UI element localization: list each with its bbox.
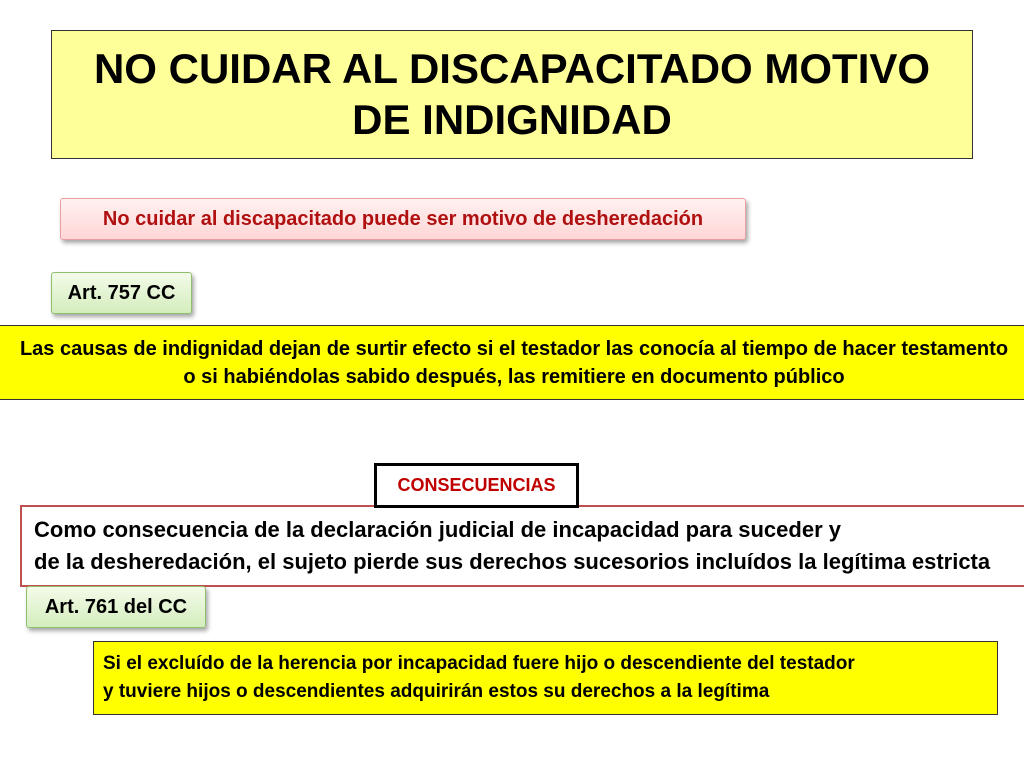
desheredacion-callout-text: No cuidar al discapacitado puede ser motivo de desheredación — [102, 207, 704, 230]
consecuencias-label: CONSECUENCIAS — [397, 475, 556, 495]
slide-title-line2: DE INDIGNIDAD — [352, 95, 672, 143]
article-761-badge — [26, 586, 206, 628]
slide-title-line1: NO CUIDAR AL DISCAPACITADO MOTIVO — [93, 45, 931, 93]
descendientes-text-box — [93, 641, 998, 715]
article-761-label: Art. 761 del CC — [44, 595, 188, 618]
slide-title — [51, 30, 973, 159]
descendientes-text-line1: Si el excluído de la herencia por incapacidad fuere hijo o descendiente del testador — [103, 653, 855, 675]
indignidad-text-line1: Las causas de indignidad dejan de surtir efecto si el testador las conocía al tiempo de hacer testamento — [19, 337, 1009, 360]
consecuencias-text-line2: de la desheredación, el sujeto pierde sus derechos sucesorios incluídos la legítima estricta — [34, 549, 991, 574]
consecuencias-text-line1: Como consecuencia de la declaración judicial de incapacidad para suceder y — [34, 517, 841, 543]
article-757-badge — [51, 272, 192, 314]
desheredacion-callout — [60, 198, 746, 240]
indignidad-text-box — [0, 325, 1024, 400]
indignidad-text-line2: o si habiéndolas sabido después, las remitiere en documento público — [183, 365, 845, 388]
article-757-label: Art. 757 CC — [67, 281, 176, 304]
descendientes-text-line2: y tuviere hijos o descendientes adquirirán estos su derechos a la legítima — [103, 681, 770, 702]
consecuencias-text-box — [20, 505, 1024, 587]
consecuencias-label-box — [374, 463, 579, 508]
